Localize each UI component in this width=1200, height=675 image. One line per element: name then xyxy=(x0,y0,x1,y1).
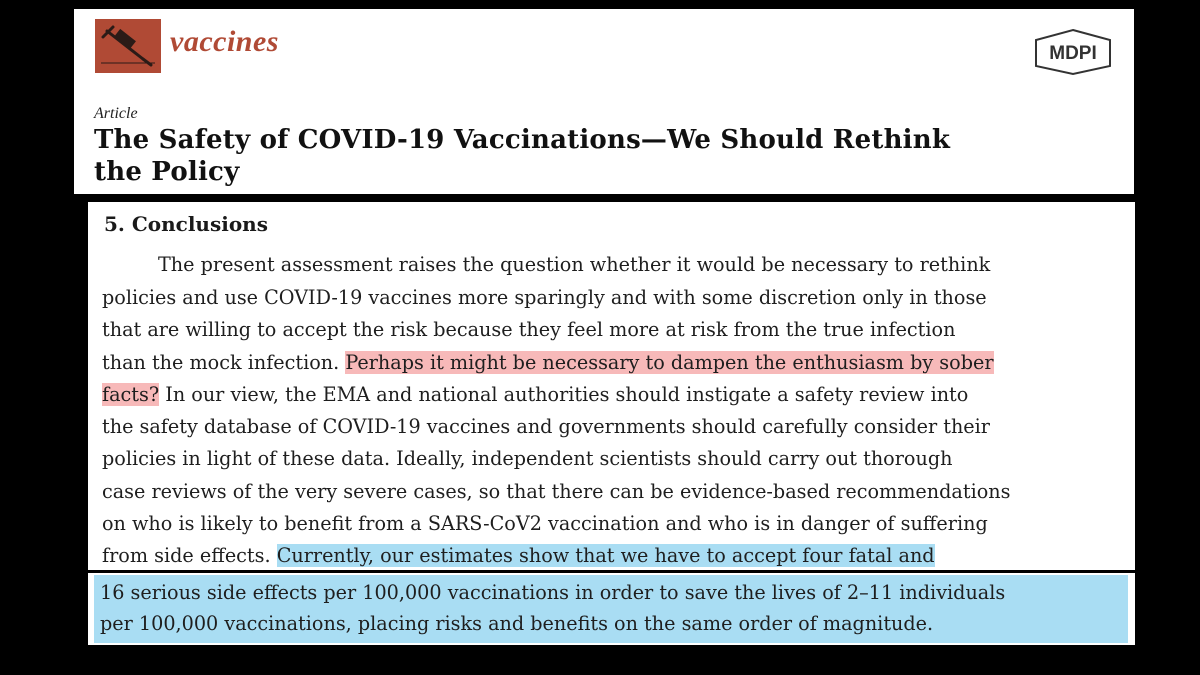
highlighted-text-blue: Currently, our estimates show that we have to accept four fatal and xyxy=(276,544,935,567)
line-text: In our view, the EMA and national authorities should instigate a safety review into xyxy=(159,383,969,406)
line-text: policies in light of these data. Ideally, independent scientists should carry out thorough xyxy=(102,447,953,470)
article-header xyxy=(74,9,1134,194)
line-text: that are willing to accept the risk because they feel more at risk from the true infection xyxy=(102,318,956,341)
paragraph-line xyxy=(102,411,1122,443)
line-text: the safety database of COVID-19 vaccines and governments should carefully consider their xyxy=(102,415,990,438)
line-text: policies and use COVID-19 vaccines more sparingly and with some discretion only in those xyxy=(102,286,987,309)
line-text: case reviews of the very severe cases, so that there can be evidence-based recommendations xyxy=(102,480,1011,503)
line-text: The present assessment raises the question whether it would be necessary to rethink xyxy=(158,253,991,276)
highlighted-text-red: Perhaps it might be necessary to dampen the enthusiasm by sober xyxy=(345,351,994,374)
conclusions-continuation xyxy=(88,573,1135,645)
highlighted-block-blue xyxy=(94,575,1128,643)
article-title xyxy=(94,124,1094,188)
article-type-label: Article xyxy=(94,105,138,122)
section-heading: 5. Conclusions xyxy=(104,212,268,236)
line-text: than the mock infection. xyxy=(102,351,346,374)
publisher-name: MDPI xyxy=(1049,43,1097,64)
paragraph-line xyxy=(102,249,1122,281)
paragraph-line xyxy=(102,347,1122,379)
paragraph-line: 16 serious side effects per 100,000 vaccinations in order to save the lives of 2–11 individuals xyxy=(100,581,1006,604)
article-title-line-1: The Safety of COVID-19 Vaccinations—We Should Rethink xyxy=(94,125,951,155)
vaccines-logo xyxy=(95,19,161,73)
conclusions-section xyxy=(88,202,1135,570)
highlighted-text-red: facts? xyxy=(102,383,160,406)
paragraph-line xyxy=(102,443,1122,475)
paragraph-line xyxy=(102,508,1122,540)
article-title-line-2: the Policy xyxy=(94,157,240,187)
line-text: from side effects. xyxy=(102,544,277,567)
line-text: on who is likely to benefit from a SARS-CoV2 vaccination and who is in danger of suffering xyxy=(102,512,988,535)
paragraph-line xyxy=(102,540,1122,572)
paragraph-line xyxy=(102,476,1122,508)
paragraph-line xyxy=(102,282,1122,314)
mdpi-logo xyxy=(1032,28,1114,76)
journal-name: vaccines xyxy=(170,25,279,58)
paragraph-line xyxy=(102,314,1122,346)
paragraph-line: per 100,000 vaccinations, placing risks and benefits on the same order of magnitude. xyxy=(100,612,934,635)
syringe-icon xyxy=(99,23,157,69)
paragraph-line xyxy=(102,379,1122,411)
